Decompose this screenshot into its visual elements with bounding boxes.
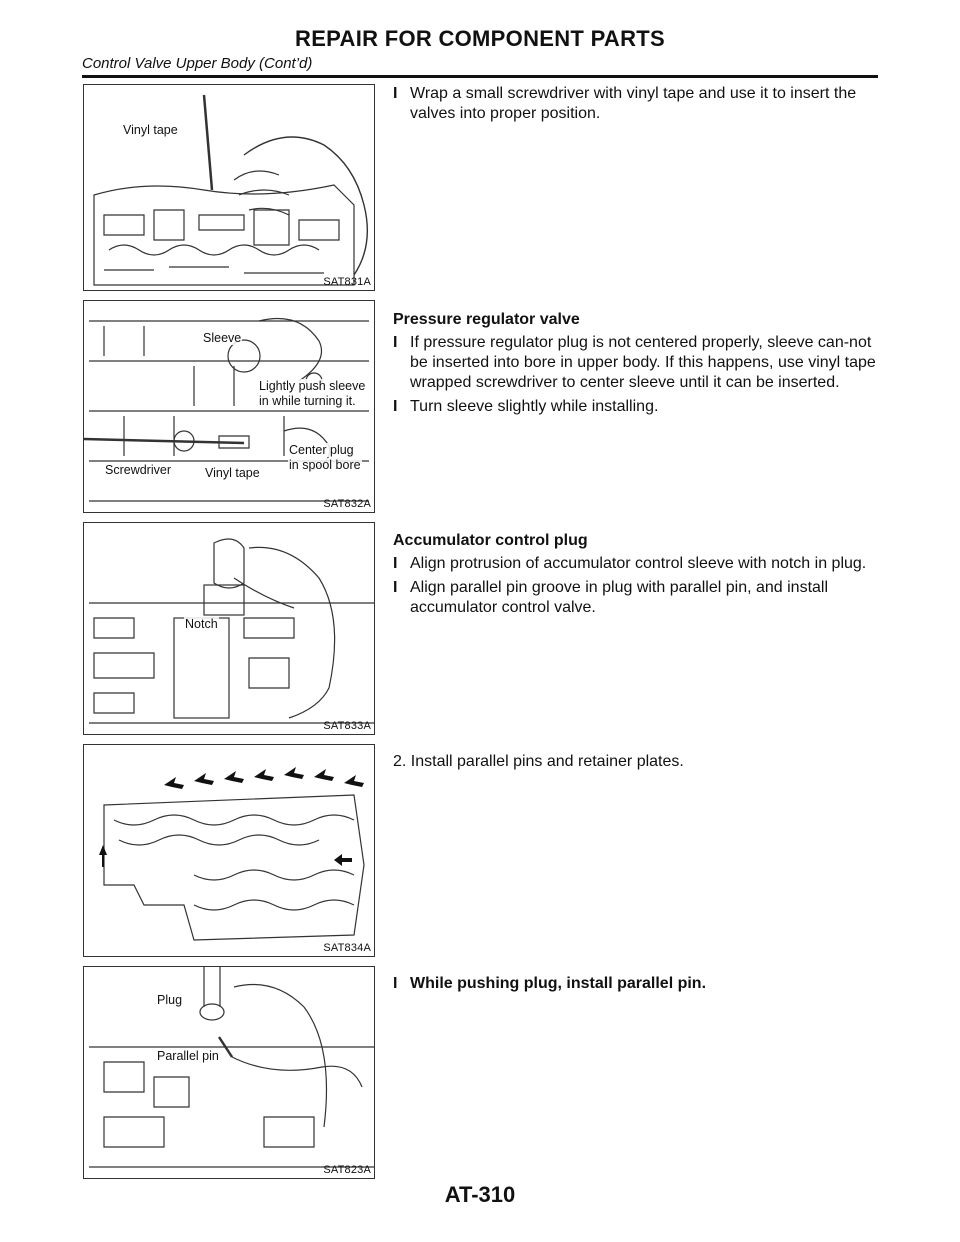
bullet-mark: I <box>393 398 398 415</box>
page-subtitle: Control Valve Upper Body (Cont’d) <box>82 55 313 72</box>
bullet-mark: I <box>393 555 398 572</box>
page-header <box>82 26 878 72</box>
section-parallel-pin <box>393 974 879 998</box>
page-title: REPAIR FOR COMPONENT PARTS <box>295 26 665 51</box>
retainer-plates-illustration <box>84 745 375 957</box>
bullet-text: Align parallel pin groove in plug with parallel pin, and install accumulator control valve. <box>410 579 829 616</box>
bullet-text: Align protrusion of accumulator control sleeve with notch in plug. <box>410 555 867 572</box>
parallel-pin-illustration <box>84 967 375 1179</box>
figure-code: SAT834A <box>323 942 371 954</box>
bullet-mark: I <box>393 85 398 102</box>
figure-sat823a <box>83 966 375 1179</box>
bullet-text: While pushing plug, install parallel pin. <box>410 975 707 992</box>
callout-label: Center plug <box>289 443 354 457</box>
bullet-text: Wrap a small screwdriver with vinyl tape and use it to insert the valves into proper position. <box>410 85 857 122</box>
callout-label: Vinyl tape <box>123 123 178 137</box>
bullet-text: If pressure regulator plug is not centered properly, sleeve can-not be inserted into bore in upper body. If this happens, use vinyl tape wrapped screwdriver to center sleeve until it can be inserted. <box>410 334 876 391</box>
step-text: 2. Install parallel pins and retainer plates. <box>393 753 684 770</box>
section-title: Accumulator control plug <box>393 532 588 549</box>
bullet-item <box>393 397 879 417</box>
section-install-pins <box>393 752 879 772</box>
bullet-mark: I <box>393 579 398 596</box>
header-rule <box>82 75 878 78</box>
figure-code: SAT832A <box>323 498 371 510</box>
section-accumulator-control <box>393 531 879 622</box>
bullet-item <box>393 554 879 574</box>
section-insert-valves <box>393 84 879 128</box>
section-title: Pressure regulator valve <box>393 311 580 328</box>
callout-label: Sleeve <box>203 331 242 345</box>
figure-sat833a <box>83 522 375 735</box>
bullet-item <box>393 974 879 994</box>
accumulator-plug-illustration <box>84 523 375 735</box>
bullet-mark: I <box>393 334 398 351</box>
figure-sat832a <box>83 300 375 513</box>
figure-sat834a <box>83 744 375 957</box>
callout-label: Parallel pin <box>157 1049 219 1063</box>
bullet-item <box>393 578 879 618</box>
valve-body-illustration <box>84 85 375 291</box>
figure-code: SAT831A <box>323 276 371 288</box>
callout-label: Vinyl tape <box>205 466 260 480</box>
figure-sat831a <box>83 84 375 291</box>
section-pressure-regulator <box>393 310 879 421</box>
callout-label: Screwdriver <box>105 463 171 477</box>
bullet-mark: I <box>393 975 398 992</box>
bullet-text: Turn sleeve slightly while installing. <box>410 398 659 415</box>
callout-label: Plug <box>157 993 183 1007</box>
figure-code: SAT823A <box>323 1164 371 1176</box>
page-number: AT-310 <box>444 1182 516 1207</box>
callout-label: in while turning it. <box>259 394 356 408</box>
bullet-item <box>393 84 879 124</box>
figure-code: SAT833A <box>323 720 371 732</box>
callout-label: Notch <box>185 617 218 631</box>
callout-label: Lightly push sleeve <box>259 379 366 393</box>
bullet-item <box>393 333 879 393</box>
callout-label: in spool bore <box>289 458 361 472</box>
